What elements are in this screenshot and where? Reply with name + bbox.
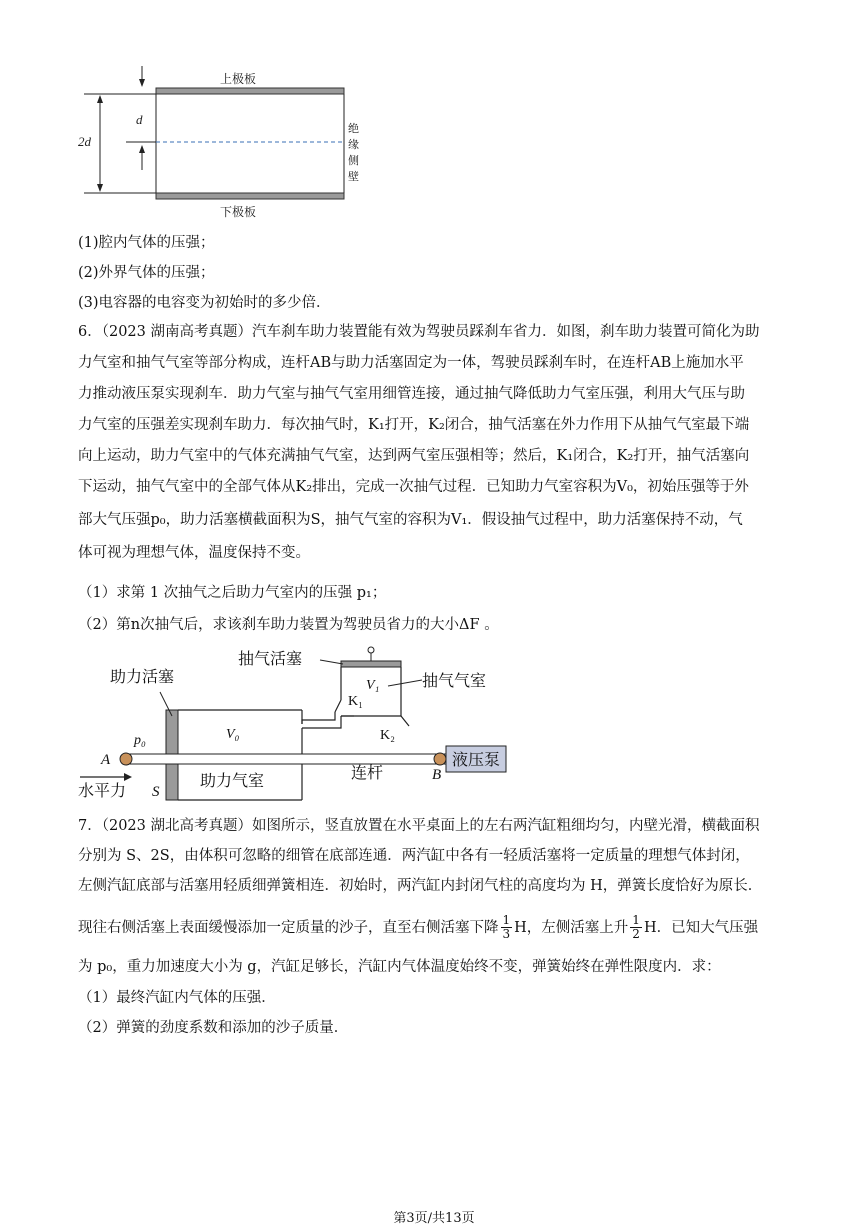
- label-A: A: [101, 752, 111, 768]
- hydraulic-pump-label: 液压泵: [452, 750, 501, 769]
- p6-line-2: 力气室和抽气气室等部分构成，连杆AB与助力活塞固定为一体，驾驶员踩刹车时，在连杆AB上施加水平: [78, 355, 744, 371]
- label-V0: V₀: [226, 727, 240, 742]
- p7-line-5: 为 p₀，重力加速度大小为 g，汽缸足够长，汽缸内气体温度始终不变，弹簧始终在弹性限度内．求：: [78, 959, 721, 975]
- bottom-plate: [156, 193, 344, 199]
- p5-question-1: (1)腔内气体的压强；: [78, 235, 215, 251]
- p5-question-2: (2)外界气体的压强；: [78, 265, 215, 281]
- pump-piston: [341, 661, 401, 667]
- p6-line-8: 体可视为理想气体，温度保持不变。: [78, 545, 310, 561]
- frac1-den: 3: [502, 927, 511, 941]
- p6-line-3: 力推动液压泵实现刹车．助力气室与抽气气室用细管连接，通过抽气降低助力气室压强，利用大气压与助: [78, 386, 745, 402]
- label-p0: p₀: [134, 733, 146, 748]
- frac2-num: 1: [632, 913, 640, 927]
- p6-line-5: 向上运动，助力气室中的气体充满抽气气室，达到两气室压强相等；然后，K₁闭合，K₂打开，抽气活塞向: [78, 448, 750, 464]
- frac2-den: 2: [632, 927, 640, 941]
- p7-question-2: （2）弹簧的劲度系数和添加的沙子质量．: [78, 1020, 349, 1036]
- p7-question-1: （1）最终汽缸内气体的压强．: [78, 990, 276, 1006]
- p7-line-4-c: H．已知大气压强: [643, 919, 759, 936]
- side-label-3: 侧: [348, 154, 359, 167]
- assist-chamber-label: 助力气室: [200, 771, 265, 790]
- label-K2: K₂: [380, 728, 395, 743]
- label-V1: V₁: [366, 678, 380, 693]
- point-B: [434, 753, 446, 765]
- label-B: B: [432, 767, 442, 783]
- side-label-1: 绝: [348, 122, 359, 135]
- label-d: d: [136, 112, 143, 127]
- side-label-4: 壁: [348, 170, 359, 183]
- side-label-2: 缘: [348, 138, 359, 151]
- p5-question-3: (3)电容器的电容变为初始时的多少倍．: [78, 295, 331, 311]
- brake-assist-figure: [70, 640, 520, 810]
- capacitor-figure: [70, 62, 370, 227]
- horizontal-force-label: 水平力: [78, 781, 127, 800]
- p7-line-2: 分别为 S、2S，由体积可忽略的细管在底部连通．两汽缸中各有一轻质活塞将一定质量的理想气体封闭，: [78, 848, 750, 864]
- point-A: [120, 753, 132, 765]
- p7-line-4-a: 现往右侧活塞上表面缓慢添加一定质量的沙子，直至右侧活塞下降: [78, 919, 499, 936]
- label-2d: 2d: [78, 134, 91, 149]
- top-plate: [156, 88, 344, 94]
- p7-line-4: [78, 914, 758, 941]
- frac1-num: 1: [502, 913, 511, 927]
- pump-piston-label: 抽气活塞: [238, 649, 303, 668]
- rod: [128, 754, 446, 764]
- fraction-one-third: [501, 914, 513, 941]
- assist-piston-label: 助力活塞: [110, 667, 175, 686]
- bottom-plate-label: 下极板: [220, 205, 257, 219]
- label-K1: K₁: [348, 694, 363, 709]
- top-plate-label: 上极板: [220, 72, 257, 86]
- fraction-one-half: [630, 914, 642, 941]
- p6-line-4: 力气室的压强差实现刹车助力．每次抽气时，K₁打开，K₂闭合，抽气活塞在外力作用下从抽气气室最下端: [78, 417, 750, 433]
- page-footer: 第3页/共13页: [393, 1211, 475, 1226]
- label-S: S: [152, 784, 160, 800]
- pump-chamber-label: 抽气气室: [422, 671, 487, 690]
- p6-line-1: 6．（2023 湖南高考真题）汽车刹车助力装置能有效为驾驶员踩刹车省力．如图，刹车助力装置可简化为助: [78, 324, 760, 340]
- p7-line-3: 左侧汽缸底部与活塞用轻质细弹簧相连．初始时，两汽缸内封闭气柱的高度均为 H，弹簧长度恰好为原长．: [78, 878, 763, 894]
- p6-line-6: 下运动，抽气气室中的全部气体从K₂排出，完成一次抽气过程．已知助力气室容积为V₀，初始压强等于外: [78, 479, 749, 495]
- p6-question-1: （1）求第 1 次抽气之后助力气室内的压强 p₁；: [78, 585, 387, 601]
- p7-line-1: 7．（2023 湖北高考真题）如图所示，竖直放置在水平桌面上的左右两汽缸粗细均匀，内壁光滑，横截面积: [78, 818, 760, 834]
- rod-label: 连杆: [351, 763, 384, 782]
- p6-line-7: 部大气压强p₀，助力活塞横截面积为S，抽气气室的容积为V₁．假设抽气过程中，助力活塞保持不动，气: [78, 512, 743, 528]
- p7-line-4-b: H，左侧活塞上升: [514, 919, 629, 936]
- p6-question-2: （2）第n次抽气后，求该刹车助力装置为驾驶员省力的大小ΔF 。: [78, 617, 499, 633]
